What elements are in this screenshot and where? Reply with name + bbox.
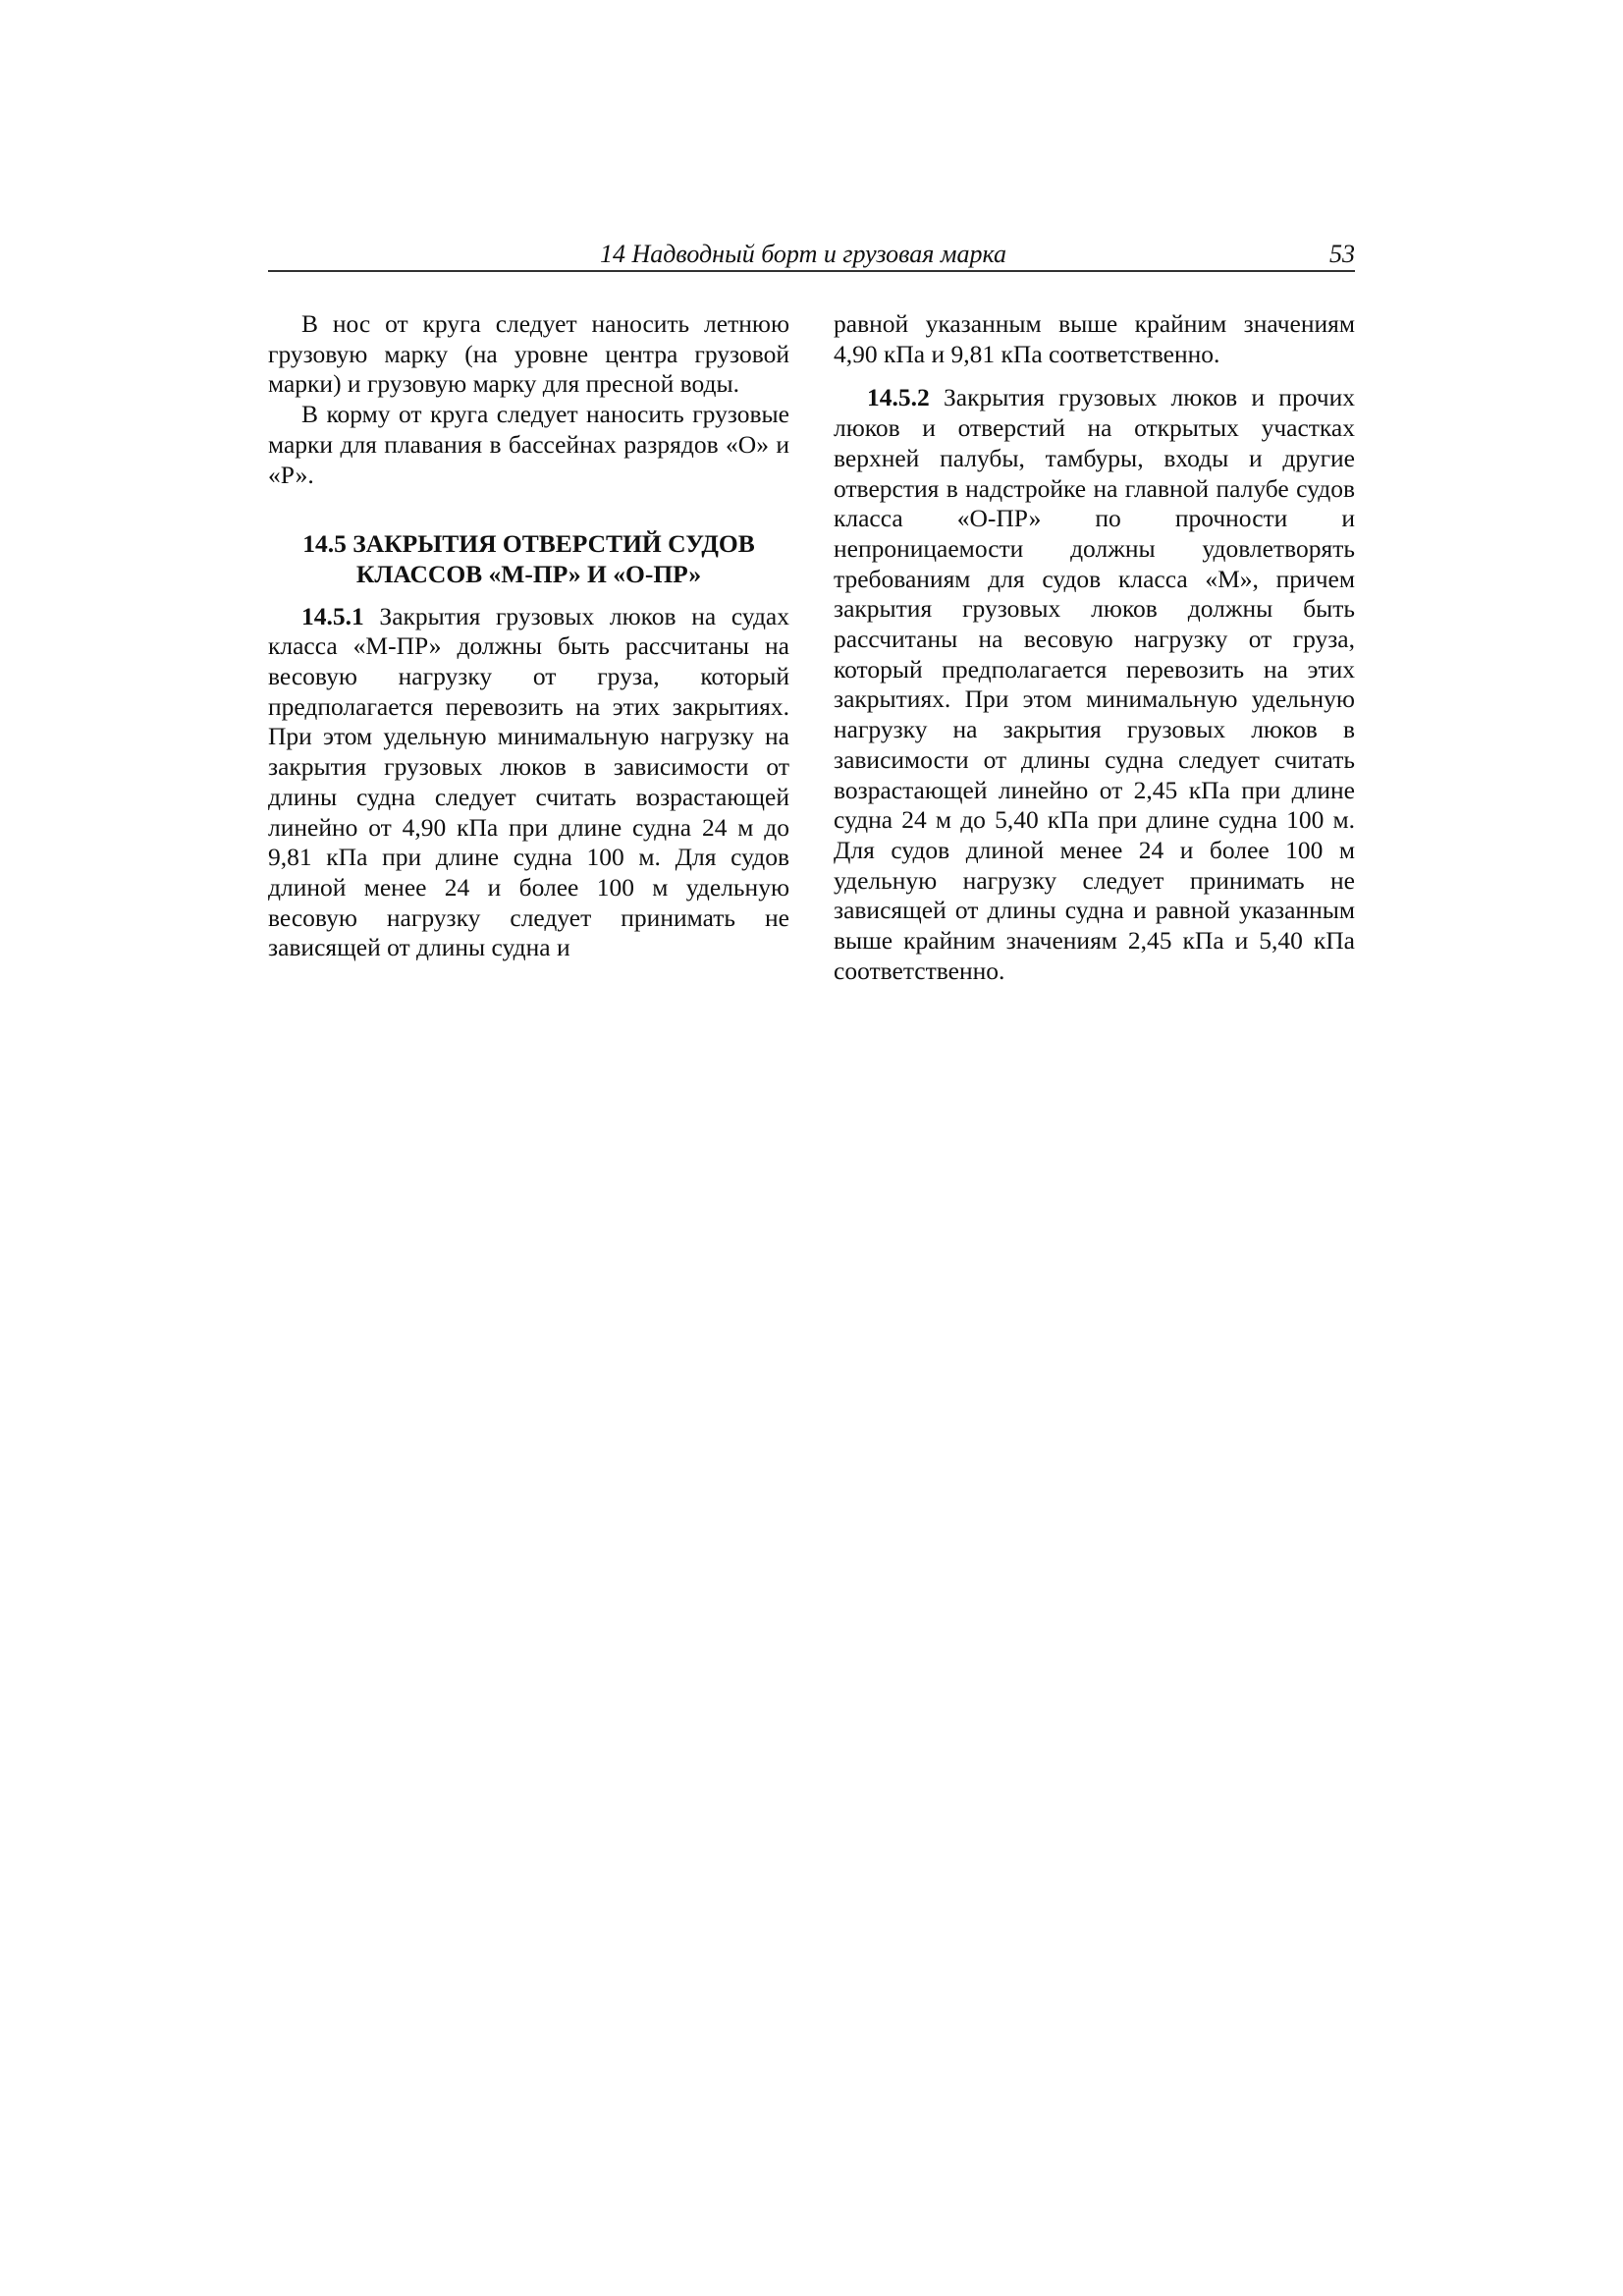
clause-14-5-2-text: Закрытия грузовых люков и прочих люков и отверстий на открытых участках верхней палубы, тамбуры, входы и другие отверстия в надстройке на главной палубе судов класса «О-ПР» по прочности и непроницаемости должны удовлетворять требованиям для судов класса «М», причем закрытия грузовых люков должны быть рассчитаны на весовую нагрузку от груза, который предполагается перевозить на этих закрытиях. При этом минимальную удельную нагрузку на закрытия грузовых люков в зависимости от длины судна следует считать возрастающей линейно от 2,45 кПа при длине судна 24 м до 5,40 кПа при длине судна 100 м. Для судов длиной менее 24 и более 100 м удельную нагрузку следует принимать не зависящей от длины судна и равной указанным выше крайним значениям 2,45 кПа и 5,40 кПа соответственно. — [834, 383, 1356, 985]
section-heading — [268, 529, 789, 589]
paragraph-stern-marks: В корму от круга следует наносить грузовые марки для плавания в бассейнах разрядов «О» и «Р». — [268, 400, 789, 489]
running-header — [268, 239, 1355, 272]
clause-14-5-1 — [268, 602, 789, 963]
clause-14-5-1-continuation: равной указанным выше крайним значениям 4,90 кПа и 9,81 кПа соответственно. — [834, 309, 1355, 368]
section-heading-line-1: 14.5 ЗАКРЫТИЯ ОТВЕРСТИЙ СУДОВ — [302, 529, 755, 559]
section-heading-line-2: КЛАССОВ «М-ПР» И «О-ПР» — [355, 559, 702, 588]
chapter-title: 14 Надводный борт и грузовая марка — [600, 240, 1006, 268]
paragraph-bow-marks: В нос от круга следует наносить летнюю грузовую марку (на уровне центра грузовой марки) и грузовую марку для пресной воды. — [268, 309, 789, 399]
right-column — [834, 309, 1355, 986]
clause-14-5-1-number: 14.5.1 — [301, 601, 364, 630]
clause-14-5-1-text: Закрытия грузовых люков на судах класса «М-ПР» должны быть рассчитаны на весовую нагрузку от груза, который предполагается перевозить на этих закрытиях. При этом удельную минимальную нагрузку на закрытия грузовых люков в зависимости от длины судна следует считать возрастающей линейно от 4,90 кПа при длине судна 24 м до 9,81 кПа при длине судна 100 м. Для судов длиной менее 24 и более 100 м удельную весовую нагрузку следует принимать не зависящей от длины судна и — [268, 601, 789, 962]
clause-14-5-2-number: 14.5.2 — [867, 383, 930, 412]
clause-14-5-2 — [834, 383, 1355, 986]
page-number: 53 — [1329, 240, 1355, 268]
left-column — [268, 309, 789, 963]
